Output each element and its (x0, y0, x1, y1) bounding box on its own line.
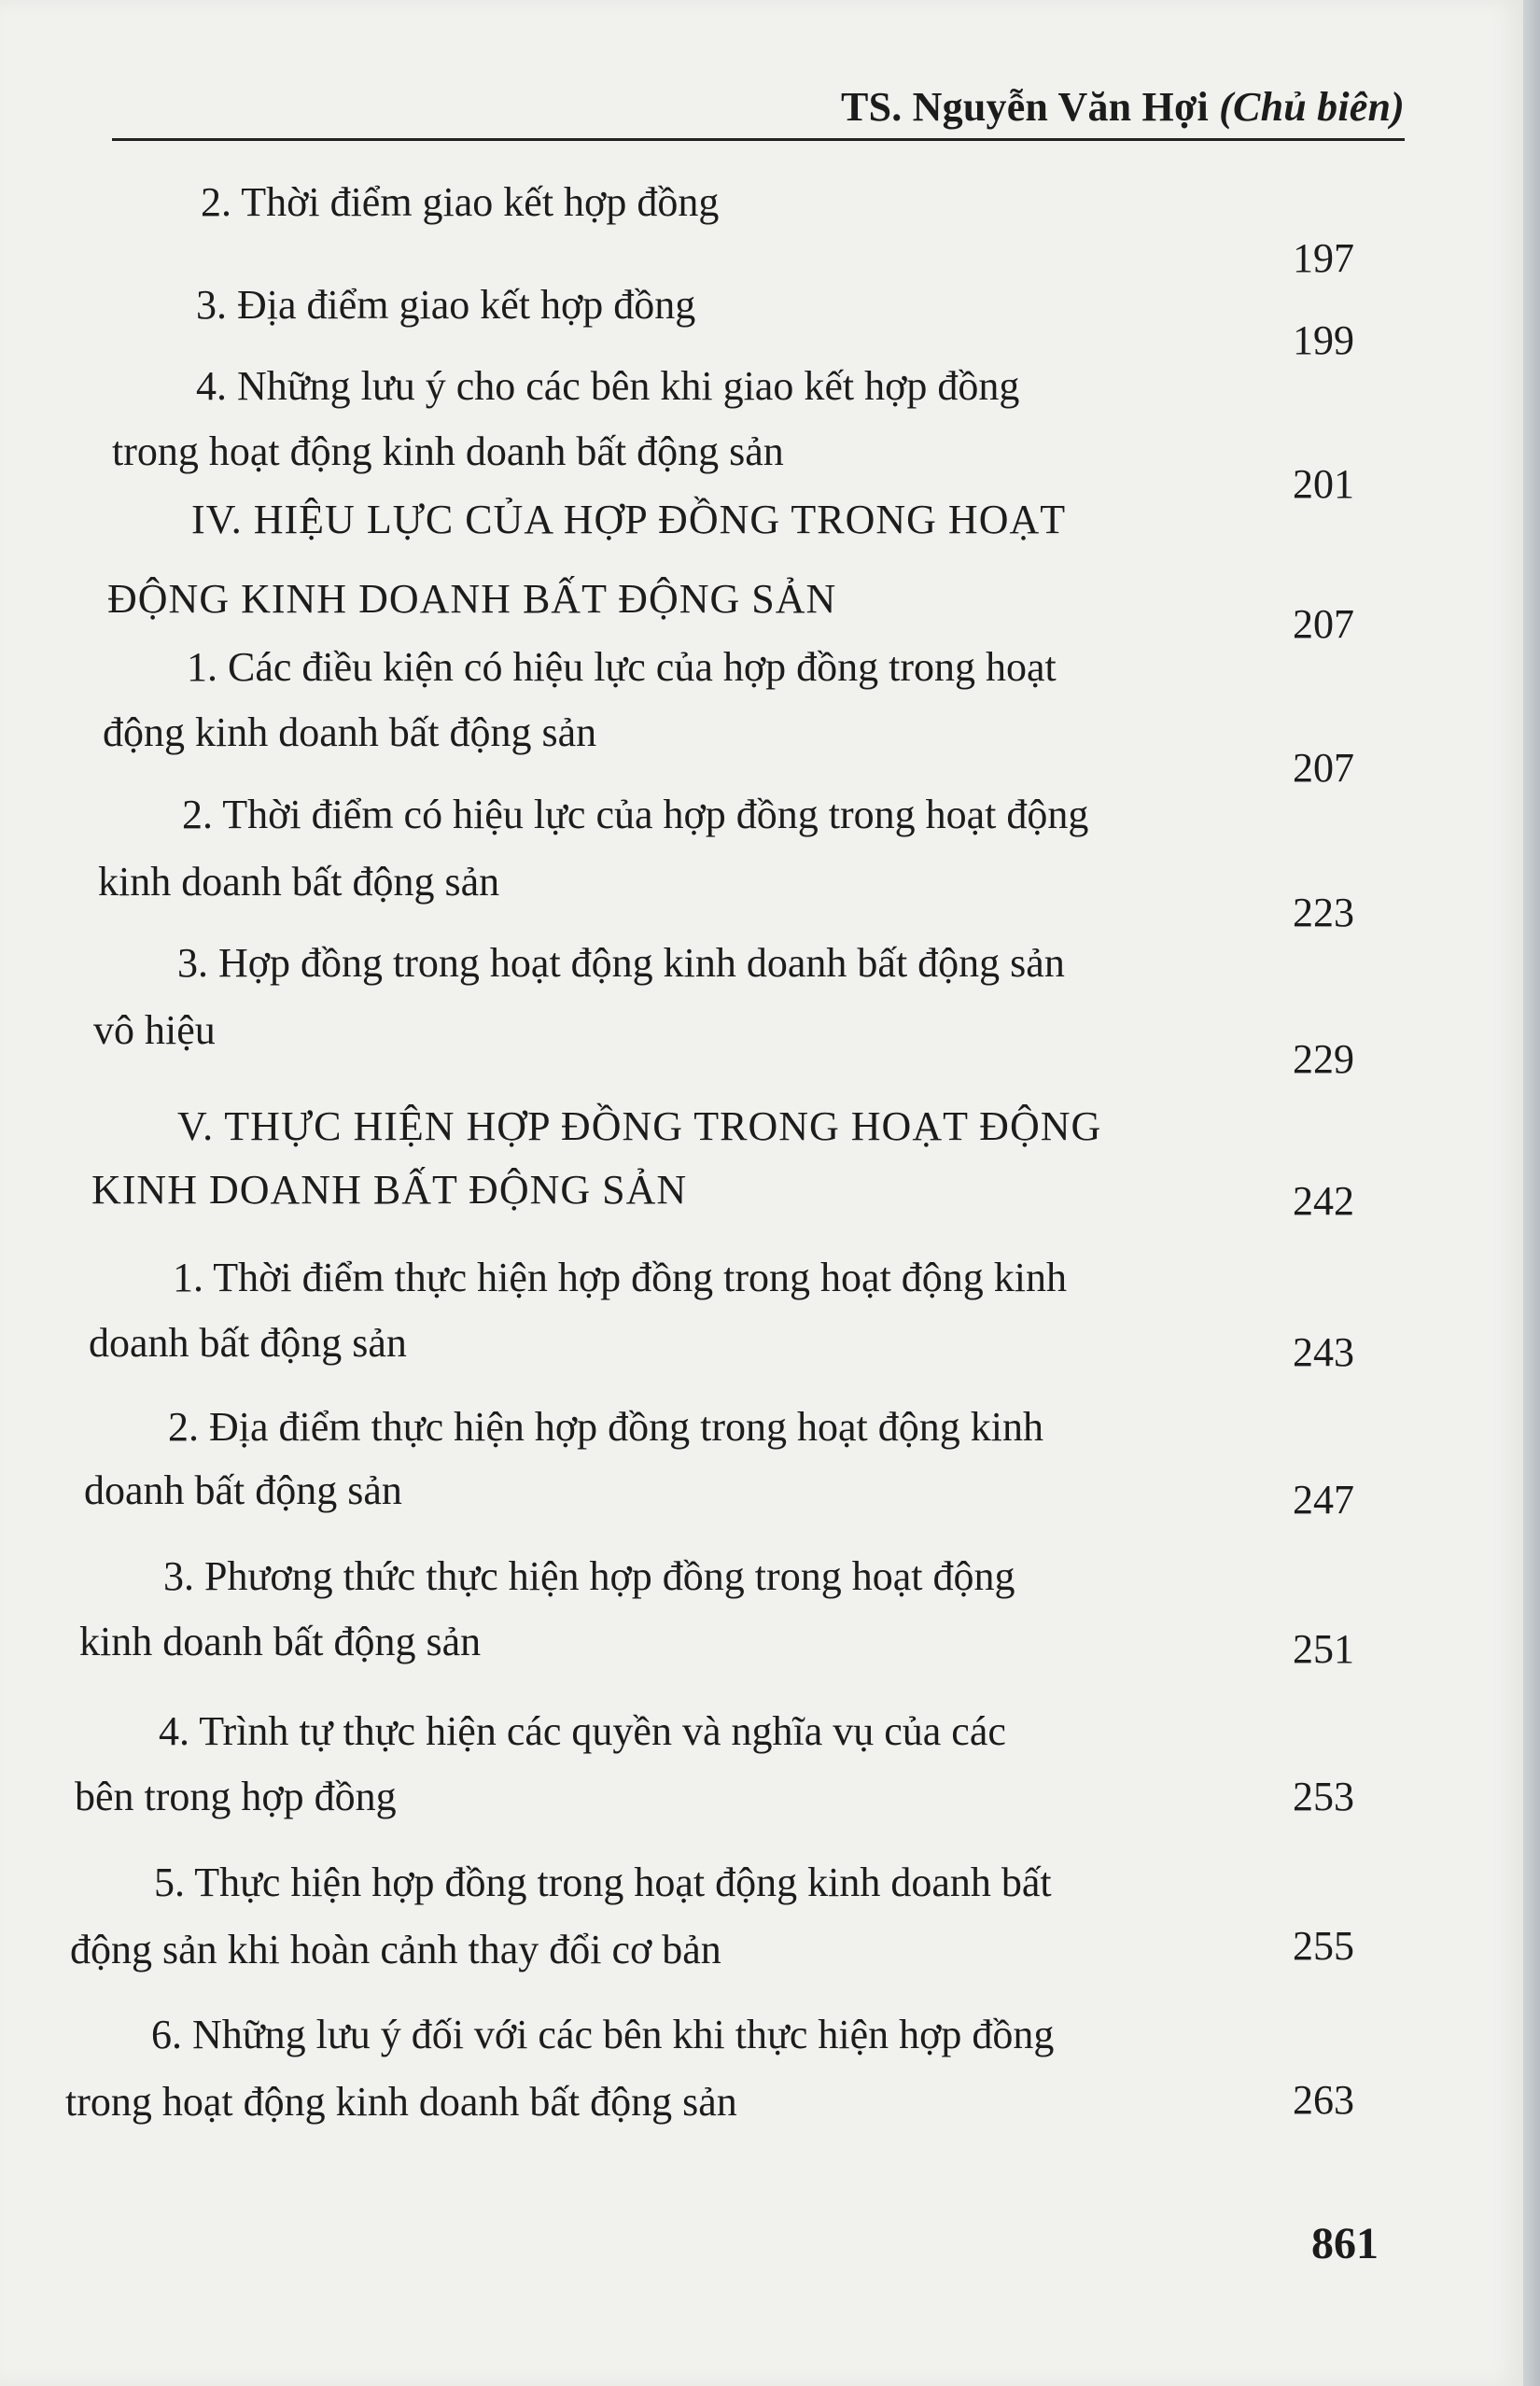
toc-entry-page: 243 (1293, 1329, 1354, 1375)
toc-entry-title-line2: động kinh doanh bất động sản (103, 709, 597, 755)
toc-entry-title-line2: trong hoạt động kinh doanh bất động sản (65, 2079, 737, 2125)
toc-entry-title-line1: 2. Thời điểm có hiệu lực của hợp đồng trong hoạt động (182, 792, 1089, 837)
toc-entry-title-line1: 3. Phương thức thực hiện hợp đồng trong hoạt động (163, 1553, 1015, 1599)
toc-section-title-line2: ĐỘNG KINH DOANH BẤT ĐỘNG SẢN (107, 576, 837, 622)
toc-entry-page: 255 (1293, 1923, 1354, 1969)
toc-entry-title-line1: 4. Những lưu ý cho các bên khi giao kết hợp đồng (196, 363, 1020, 409)
toc-section-title-line2: KINH DOANH BẤT ĐỘNG SẢN (91, 1167, 688, 1213)
toc-entry-title-line1: 1. Thời điểm thực hiện hợp đồng trong hoạt động kinh (173, 1255, 1068, 1300)
toc-entry-page: 247 (1293, 1477, 1354, 1523)
toc-entry-title-line2: kinh doanh bất động sản (98, 859, 500, 905)
toc-entry-page: 207 (1293, 745, 1354, 791)
toc-entry-page: 201 (1293, 461, 1354, 507)
toc-entry-title-line2: doanh bất động sản (84, 1467, 402, 1513)
toc-section-page: 242 (1293, 1178, 1354, 1224)
page-number: 861 (1311, 2219, 1379, 2268)
page-edge (1523, 0, 1540, 2386)
toc-entry-page: 253 (1293, 1774, 1354, 1819)
toc-entry-title-line1: 5. Thực hiện hợp đồng trong hoạt động kinh doanh bất (154, 1860, 1052, 1905)
toc-section-title-line1: V. THỰC HIỆN HỢP ĐỒNG TRONG HOẠT ĐỘNG (177, 1103, 1102, 1149)
toc-entry-title-line1: 1. Các điều kiện có hiệu lực của hợp đồng trong hoạt (187, 644, 1057, 690)
toc-entry-page: 223 (1293, 890, 1354, 935)
toc-entry-title-line2: kinh doanh bất động sản (79, 1619, 482, 1664)
toc-entry-title-line1: 2. Địa điểm thực hiện hợp đồng trong hoạt động kinh (168, 1404, 1043, 1450)
running-header (112, 56, 1405, 141)
toc-section-title-line1: IV. HIỆU LỰC CỦA HỢP ĐỒNG TRONG HOẠT (191, 497, 1067, 542)
header-author: TS. Nguyễn Văn Hợi (841, 84, 1209, 130)
toc-entry-title-line2: trong hoạt động kinh doanh bất động sản (112, 428, 784, 474)
toc-entry-title-line2: bên trong hợp đồng (75, 1774, 397, 1819)
toc-entry-title-line1: 2. Thời điểm giao kết hợp đồng (201, 179, 720, 225)
toc-entry-title-line1: 6. Những lưu ý đối với các bên khi thực hiện hợp đồng (151, 2012, 1055, 2057)
toc-entry-title-line2: động sản khi hoàn cảnh thay đổi cơ bản (70, 1927, 721, 1972)
toc-entry-title-line2: doanh bất động sản (89, 1320, 407, 1366)
toc-entry-page: 251 (1293, 1626, 1354, 1672)
toc-entry-page: 197 (1293, 235, 1354, 281)
header-text (841, 83, 1405, 131)
header-role: (Chủ biên) (1219, 84, 1405, 130)
toc-entry-title-line2: vô hiệu (93, 1007, 216, 1053)
toc-entry-page: 229 (1293, 1036, 1354, 1082)
toc-entry-title-line1: 3. Địa điểm giao kết hợp đồng (196, 282, 696, 328)
toc-entry-title-line1: 3. Hợp đồng trong hoạt động kinh doanh bất động sản (177, 940, 1065, 986)
toc-section-page: 207 (1293, 601, 1354, 647)
toc-entry-page: 263 (1293, 2077, 1354, 2123)
toc-entry-page: 199 (1293, 317, 1354, 363)
toc-entry-title-line1: 4. Trình tự thực hiện các quyền và nghĩa vụ của các (159, 1708, 1006, 1754)
